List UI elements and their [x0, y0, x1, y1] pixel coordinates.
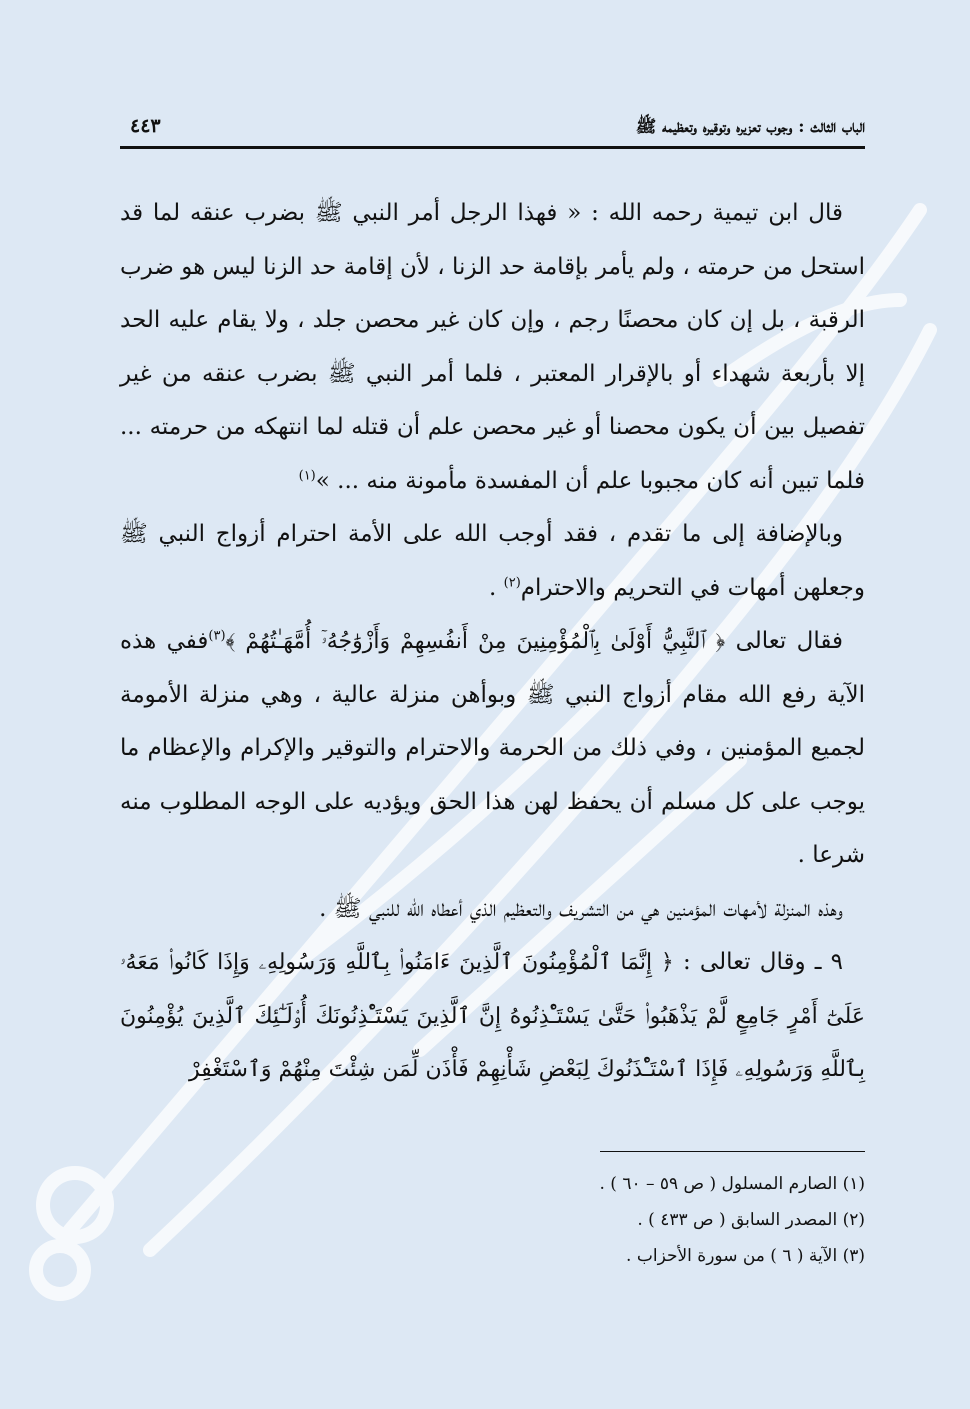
footnote-3: (٣) الآية ( ٦ ) من سورة الأحزاب . [626, 1246, 865, 1266]
paragraph-text: وبالإضافة إلى ما تقدم ، فقد أوجب الله على الأمة احترام أزواج النبي ﷺ وجعلهن أمهات في التحريم والاحترام [120, 521, 865, 601]
paragraph-wives-respect [120, 508, 865, 615]
footnote-2: (٢) المصدر السابق ( ص ٤٣٣ ) . [637, 1210, 865, 1230]
page-number: ٤٤٣ [130, 115, 161, 137]
main-text [120, 187, 865, 1097]
header-divider [120, 146, 865, 149]
paragraph-intro: فقال تعالى [725, 628, 843, 654]
paragraph-verse-mothers [120, 615, 865, 883]
paragraph-text: قال ابن تيمية رحمه الله : « فهذا الرجل أمر النبي ﷺ بضرب عنقه لما قد استحل من حرمته ، ولم يأمر بإقامة حد الزنا ، لأن إقامة حد الزنا ليس هو ضرب الرقبة ، بل إن كان محصنًا رجم ، وإن كان غير محصن جلد ، ولا يقام عليه الحد إلا بأربعة شهداء أو بالإقرار المعتبر ، فلما أمر النبي ﷺ بضرب عنقه من غير تفصيل بين أن يكون محصنا أو غير محصن علم أن قتله لما انتهكه من حرمته ... فلما تبين أنه كان مجبوبا علم أن المفسدة مأمونة منه ... » [120, 200, 865, 494]
paragraph-text: وهذه المنزلة لأمهات المؤمنين هي من التشريف والتعظيم الذي أعطاه الله للنبي ﷺ . [319, 895, 843, 922]
chapter-title: الباب الثالث : وجوب تعزيره وتوقيره وتعظيمه ﷺ [635, 117, 865, 137]
footnote-ref-1: (١) [298, 467, 316, 483]
paragraph-intro: ٩ ـ وقال تعالى : [673, 949, 843, 975]
paragraph-ibn-taymiyya-quote [120, 187, 865, 508]
paragraph-honor [120, 883, 865, 937]
quran-verse: ﴿ إِنَّمَا ٱلْمُؤْمِنُونَ ٱلَّذِينَ ءَامَنُوا۟ بِٱللَّهِ وَرَسُولِهِۦ وَإِذَا كَانُوا۟ مَعَهُۥ عَلَىٰٓ أَمْرٍ جَامِعٍ لَّمْ يَذْهَبُوا۟ حَتَّىٰ يَسْتَـْٔذِنُوهُ إِنَّ ٱلَّذِينَ يَسْتَـْٔذِنُونَكَ أُو۟لَـٰٓئِكَ ٱلَّذِينَ يُؤْمِنُونَ بِٱللَّهِ وَرَسُولِهِۦ فَإِذَا ٱسْتَـْٔذَنُوكَ لِبَعْضِ شَأْنِهِمْ فَأْذَن لِّمَن شِئْتَ مِنْهُمْ وَٱسْتَغْفِرْ [120, 950, 865, 1082]
footnote-divider [600, 1151, 865, 1152]
quran-verse: ﴿ ٱلنَّبِيُّ أَوْلَىٰ بِٱلْمُؤْمِنِينَ مِنْ أَنفُسِهِمْ وَأَزْوَٰجُهُۥٓ أُمَّهَـٰتُهُمْ ﴾ [225, 629, 726, 654]
footnotes [120, 1166, 865, 1274]
running-header [120, 112, 865, 146]
paragraph-text: ففي هذه الآية رفع الله مقام أزواج النبي ﷺ وبوأهن منزلة عالية ، وهي منزلة الأمومة لجميع المؤمنين ، وفي ذلك من الحرمة والاحترام والتوقير والإكرام والإعظام ما يوجب على كل مسلم أن يحفظ لهن هذا الحق ويؤديه على الوجه المطلوب منه شرعا . [120, 628, 865, 868]
paragraph-verse-nine [120, 936, 865, 1097]
footnote-1: (١) الصارم المسلول ( ص ٥٩ – ٦٠ ) . [599, 1174, 865, 1194]
footnote-ref-3: (٣) [208, 628, 226, 644]
paragraph-end: . [489, 574, 504, 601]
footnote-ref-2: (٢) [503, 574, 521, 590]
